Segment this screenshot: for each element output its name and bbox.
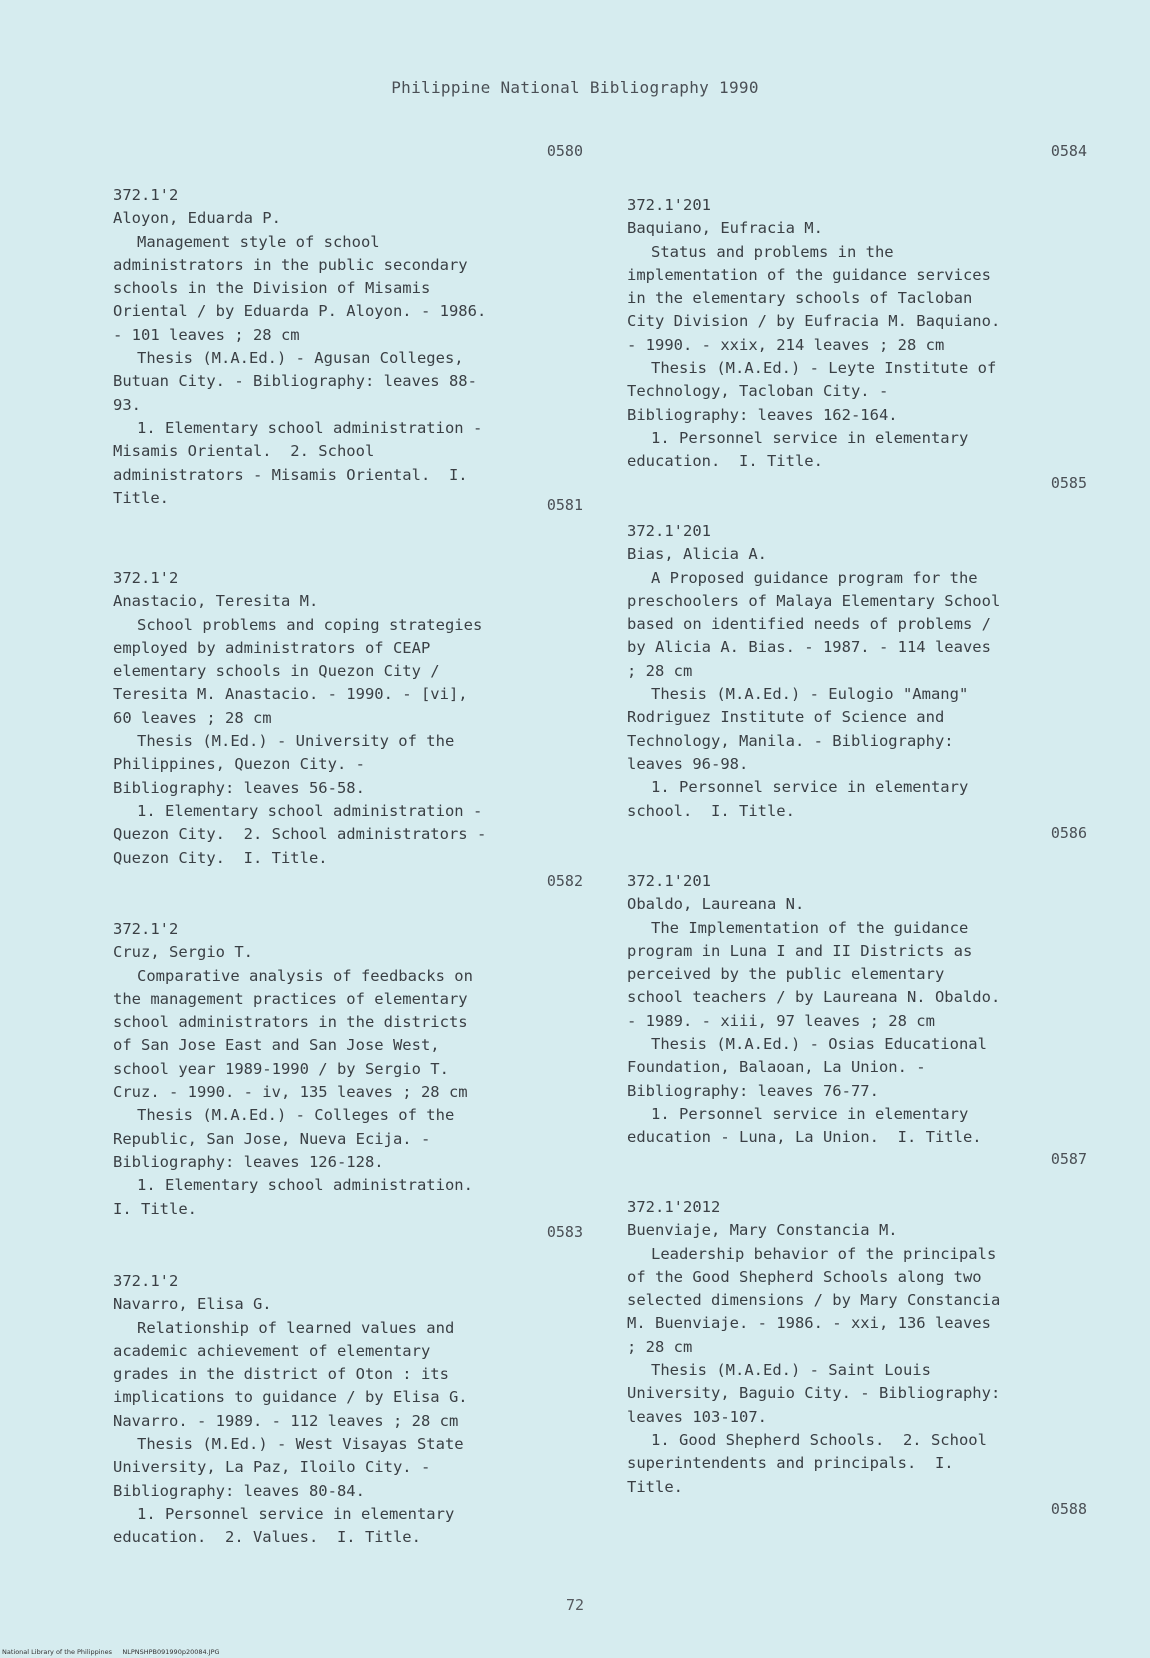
entry-number: 0581 — [546, 496, 583, 514]
entry-number: 0582 — [546, 872, 583, 890]
entry-line: A Proposed guidance program for the — [651, 568, 978, 587]
entry-line: Oriental / by Eduarda P. Aloyon. - 1986. — [113, 302, 487, 321]
entry-line: preschoolers of Malaya Elementary School — [627, 591, 1001, 610]
entry-line: leaves 103-107. — [627, 1407, 767, 1426]
author: Navarro, Elisa G. — [113, 1295, 272, 1314]
call-number: 372.1'2 — [113, 1272, 179, 1290]
entry-number: 0584 — [1050, 142, 1087, 160]
entry-line: superintendents and principals. I. — [627, 1454, 954, 1473]
entry-line: Misamis Oriental. 2. School — [113, 442, 375, 461]
entry-line: Comparative analysis of feedbacks on — [137, 966, 473, 985]
entry-line: education. 2. Values. I. Title. — [113, 1528, 421, 1547]
entry-line: program in Luna I and II Districts as — [627, 941, 973, 960]
scan-footer: National Library of the Philippines NLPNSHPB091990p20084.JPG — [2, 1648, 220, 1656]
entry-line: Rodriguez Institute of Science and — [627, 708, 945, 727]
bib-entry — [627, 520, 1107, 823]
entry-line: school administrators in the districts — [113, 1013, 468, 1032]
entry-line: schools in the Division of Misamis — [113, 279, 431, 298]
entry-line: education. I. Title. — [627, 452, 823, 471]
entry-line: Technology, Manila. - Bibliography: — [627, 731, 954, 750]
author: Anastacio, Teresita M. — [113, 592, 319, 611]
entry-line: implications to guidance / by Elisa G. — [113, 1388, 468, 1407]
entry-line: Bibliography: leaves 80-84. — [113, 1481, 365, 1500]
author: Aloyon, Eduarda P. — [113, 209, 281, 228]
entry-line: Relationship of learned values and — [137, 1318, 455, 1337]
entry-line: Butuan City. - Bibliography: leaves 88- — [113, 372, 477, 391]
entry-line: school teachers / by Laureana N. Obaldo. — [627, 988, 1001, 1007]
entry-line: 1. Elementary school administration - — [137, 418, 483, 437]
entry-line: 1. Good Shepherd Schools. 2. School — [651, 1430, 987, 1449]
entry-line: ; 28 cm — [627, 1337, 693, 1356]
entry-line: ; 28 cm — [627, 661, 693, 680]
entry-line: school year 1989-1990 / by Sergio T. — [113, 1059, 449, 1078]
entry-line: University, La Paz, Iloilo City. - — [113, 1458, 431, 1477]
entry-line: elementary schools in Quezon City / — [113, 662, 440, 681]
entry-line: administrators in the public secondary — [113, 255, 468, 274]
entry-line: by Alicia A. Bias. - 1987. - 114 leaves — [627, 638, 991, 657]
entry-line: Bibliography: leaves 162-164. — [627, 405, 898, 424]
entry-line: Technology, Tacloban City. - — [627, 382, 889, 401]
entry-line: Thesis (M.A.Ed.) - Agusan Colleges, — [137, 349, 464, 368]
call-number: 372.1'2 — [113, 569, 179, 587]
entry-number: 0585 — [1050, 474, 1087, 492]
call-number: 372.1'201 — [627, 196, 711, 214]
bib-entry — [627, 194, 1107, 474]
call-number: 372.1'2 — [113, 186, 179, 204]
entry-line: Bibliography: leaves 76-77. — [627, 1081, 879, 1100]
entry-line: 1. Elementary school administration - — [137, 801, 483, 820]
bib-entry — [627, 870, 1107, 1150]
entry-line: M. Buenviaje. - 1986. - xxi, 136 leaves — [627, 1314, 991, 1333]
entry-line: Bibliography: leaves 56-58. — [113, 778, 365, 797]
entry-line: 1. Personnel service in elementary — [651, 778, 969, 797]
entry-line: implementation of the guidance services — [627, 265, 991, 284]
entry-line: academic achievement of elementary — [113, 1341, 431, 1360]
entry-line: Thesis (M.A.Ed.) - Leyte Institute of — [651, 359, 997, 378]
entry-line: the management practices of elementary — [113, 989, 468, 1008]
entry-line: Leadership behavior of the principals — [651, 1244, 997, 1263]
author: Obaldo, Laureana N. — [627, 895, 805, 914]
entry-number: 0586 — [1050, 824, 1087, 842]
entry-line: 1. Personnel service in elementary — [651, 1104, 969, 1123]
bib-entry — [113, 184, 593, 510]
entry-line: - 1989. - xiii, 97 leaves ; 28 cm — [627, 1011, 935, 1030]
call-number: 372.1'201 — [627, 522, 711, 540]
author: Baquiano, Eufracia M. — [627, 219, 823, 238]
author: Bias, Alicia A. — [627, 545, 767, 564]
entry-line: Cruz. - 1990. - iv, 135 leaves ; 28 cm — [113, 1083, 468, 1102]
entry-number: 0588 — [1050, 1500, 1087, 1518]
entry-line: Bibliography: leaves 126-128. — [113, 1152, 384, 1171]
entry-line: - 1990. - xxix, 214 leaves ; 28 cm — [627, 335, 945, 354]
entry-line: school. I. Title. — [627, 801, 795, 820]
call-number: 372.1'2 — [113, 920, 179, 938]
entry-line: Quezon City. I. Title. — [113, 848, 328, 867]
entry-line: Status and problems in the — [651, 242, 894, 261]
page-header: Philippine National Bibliography 1990 — [391, 78, 759, 97]
entry-line: City Division / by Eufracia M. Baquiano. — [627, 312, 1001, 331]
page-number: 72 — [565, 1596, 585, 1614]
entry-line: University, Baguio City. - Bibliography: — [627, 1384, 1001, 1403]
bib-entry — [113, 567, 593, 870]
entry-line: Thesis (M.A.Ed.) - Osias Educational — [651, 1035, 987, 1054]
call-number: 372.1'2012 — [627, 1198, 721, 1216]
entry-line: Thesis (M.A.Ed.) - Colleges of the — [137, 1106, 455, 1125]
author: Cruz, Sergio T. — [113, 943, 253, 962]
entry-line: 1. Elementary school administration. — [137, 1176, 473, 1195]
entry-line: of San Jose East and San Jose West, — [113, 1036, 440, 1055]
call-number: 372.1'201 — [627, 872, 711, 890]
entry-line: of the Good Shepherd Schools along two — [627, 1267, 982, 1286]
entry-line: Thesis (M.A.Ed.) - Saint Louis — [651, 1361, 931, 1380]
entry-line: Teresita M. Anastacio. - 1990. - [vi], — [113, 685, 468, 704]
entry-line: Thesis (M.A.Ed.) - Eulogio "Amang" — [651, 685, 969, 704]
entry-line: employed by administrators of CEAP — [113, 638, 431, 657]
entry-line: The Implementation of the guidance — [651, 918, 969, 937]
entry-line: administrators - Misamis Oriental. I. — [113, 465, 468, 484]
entry-line: 60 leaves ; 28 cm — [113, 708, 272, 727]
entry-line: I. Title. — [113, 1199, 197, 1218]
entry-line: grades in the district of Oton : its — [113, 1365, 449, 1384]
entry-number: 0580 — [546, 142, 583, 160]
entry-line: perceived by the public elementary — [627, 965, 945, 984]
bib-entry — [113, 1270, 593, 1550]
entry-line: Republic, San Jose, Nueva Ecija. - — [113, 1129, 431, 1148]
entry-line: 1. Personnel service in elementary — [137, 1504, 455, 1523]
entry-line: 1. Personnel service in elementary — [651, 428, 969, 447]
entry-line: Foundation, Balaoan, La Union. - — [627, 1058, 926, 1077]
entry-line: Title. — [627, 1477, 683, 1496]
entry-line: Thesis (M.Ed.) - West Visayas State — [137, 1435, 464, 1454]
entry-line: leaves 96-98. — [627, 754, 749, 773]
entry-line: Title. — [113, 488, 169, 507]
entry-line: in the elementary schools of Tacloban — [627, 289, 973, 308]
entry-line: Navarro. - 1989. - 112 leaves ; 28 cm — [113, 1411, 459, 1430]
entry-line: Quezon City. 2. School administrators - — [113, 825, 487, 844]
entry-line: - 101 leaves ; 28 cm — [113, 325, 300, 344]
bib-entry — [113, 918, 593, 1221]
entry-line: education - Luna, La Union. I. Title. — [627, 1128, 982, 1147]
entry-number: 0587 — [1050, 1150, 1087, 1168]
author: Buenviaje, Mary Constancia M. — [627, 1221, 898, 1240]
entry-line: Philippines, Quezon City. - — [113, 755, 365, 774]
entry-line: 93. — [113, 395, 141, 414]
entry-number: 0583 — [546, 1223, 583, 1241]
entry-line: based on identified needs of problems / — [627, 615, 991, 634]
entry-line: School problems and coping strategies — [137, 615, 483, 634]
bib-entry — [627, 1196, 1107, 1499]
entry-line: selected dimensions / by Mary Constancia — [627, 1291, 1001, 1310]
entry-line: Management style of school — [137, 232, 380, 251]
entry-line: Thesis (M.Ed.) - University of the — [137, 732, 455, 751]
